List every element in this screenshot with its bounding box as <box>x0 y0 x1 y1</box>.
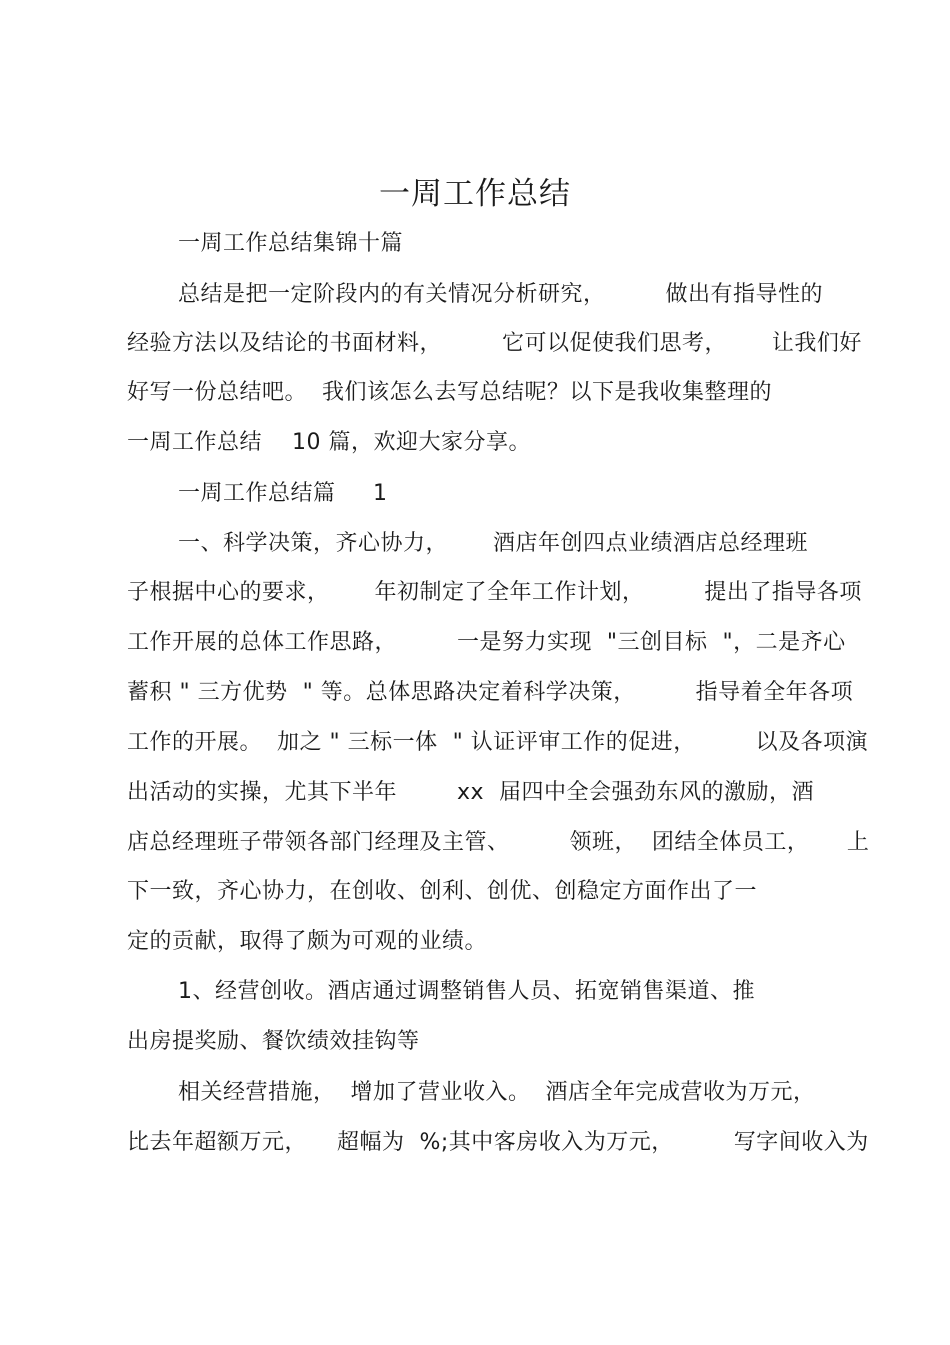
text-line: 子根据中心的要求， 年初制定了全年工作计划， 提出了指导各项 <box>127 580 862 605</box>
text-line: 下一致，齐心协力，在创收、创利、创优、创稳定方面作出了一 <box>127 879 758 904</box>
section-heading: 一周工作总结篇 1 <box>178 481 388 506</box>
text-line: 工作的开展。 加之 " 三标一体 " 认证评审工作的促进， 以及各项演 <box>127 730 869 755</box>
text-line: 相关经营措施， 增加了营业收入。 酒店全年完成营收为万元， <box>178 1080 816 1105</box>
document-title: 一周工作总结 <box>379 176 571 212</box>
text-line: 好写一份总结吧。 我们该怎么去写总结呢？以下是我收集整理的 <box>127 380 772 405</box>
text-line: 工作开展的总体工作思路， 一是努力实现 "三创目标 "，二是齐心 <box>127 630 846 655</box>
text-line: 店总经理班子带领各部门经理及主管、 领班， 团结全体员工， 上 <box>127 830 870 855</box>
text-line: 一周工作总结 10 篇，欢迎大家分享。 <box>127 430 531 455</box>
text-line: 总结是把一定阶段内的有关情况分析研究， 做出有指导性的 <box>178 282 823 307</box>
text-line: 蓄积 " 三方优势 " 等。总体思路决定着科学决策， 指导着全年各项 <box>127 680 854 705</box>
text-line: 定的贡献，取得了颇为可观的业绩。 <box>127 929 488 954</box>
text-line: 一、科学决策，齐心协力， 酒店年创四点业绩酒店总经理班 <box>178 531 808 556</box>
text-line: 比去年超额万元， 超幅为 %;其中客房收入为万元， 写字间收入为 <box>127 1130 869 1155</box>
text-line: 出活动的实操，尤其下半年 xx 届四中全会强劲东风的激励，酒 <box>127 780 814 805</box>
subtitle-line: 一周工作总结集锦十篇 <box>178 231 404 256</box>
text-line: 出房提奖励、餐饮绩效挂钩等 <box>127 1029 420 1054</box>
text-line: 1、经营创收。酒店通过调整销售人员、拓宽销售渠道、推 <box>178 979 755 1004</box>
text-line: 经验方法以及结论的书面材料， 它可以促使我们思考， 让我们好 <box>127 331 862 356</box>
